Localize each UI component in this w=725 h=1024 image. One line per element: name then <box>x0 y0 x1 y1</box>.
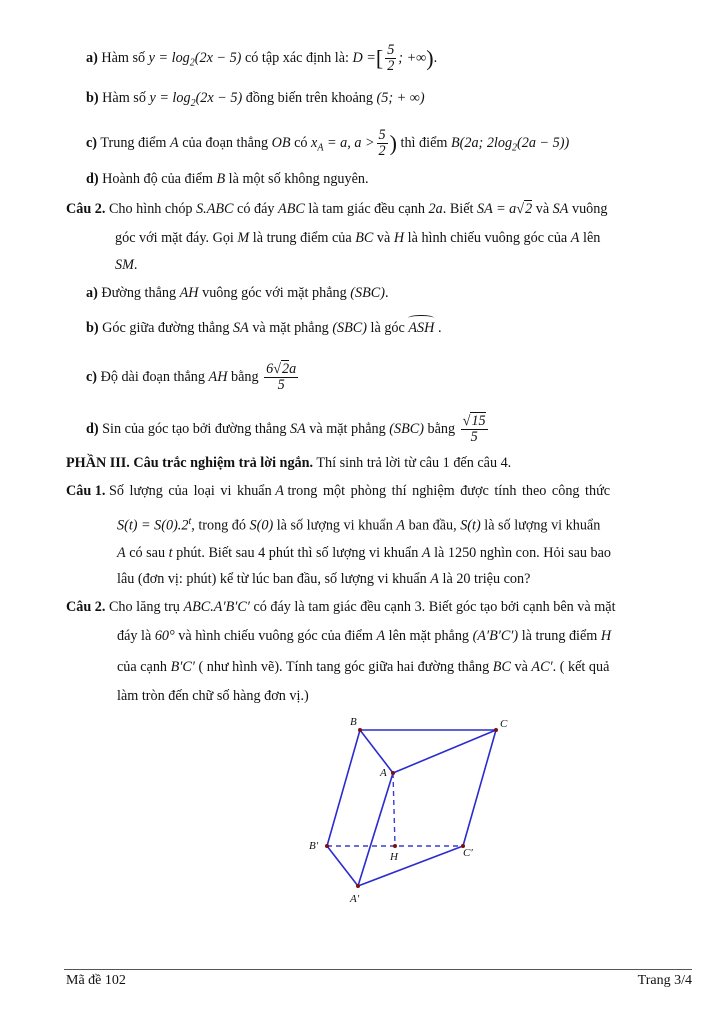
label-Ap: A′ <box>350 893 360 905</box>
q1-item-c: c) Trung điểm A của đoạn thẳng OB có $x_A = a$, a > $\frac{5}{2}$ ) thì điểm B(2a; $2\log_2(2a - 5)$) <box>86 127 570 159</box>
edge-Bp-Ap <box>327 846 358 886</box>
part3-heading-line <box>66 453 511 473</box>
p3q2-line4: làm tròn đến chữ số hàng đơn vị.) <box>117 688 309 704</box>
label-Cp: C′ <box>463 847 473 859</box>
section-heading: PHẦN III. Câu trắc nghiệm trả lời ngắn. <box>66 455 314 471</box>
q2-item-b: b) Góc giữa đường thẳng SA và mặt phẳng (SBC) là góc ASH . <box>86 320 442 336</box>
question-label: Câu 1. <box>66 483 106 499</box>
edge-A-H-dashed <box>393 773 395 846</box>
point-B <box>358 728 362 732</box>
item-label: c) <box>86 134 98 151</box>
q2-item-c: c) Độ dài đoạn thẳng AH bằng $\frac{6√2a}{5}$ <box>86 361 297 393</box>
label-A: A <box>380 767 387 779</box>
footer-divider <box>64 969 692 970</box>
q1-item-d: d) Hoành độ của điểm B là một số không nguyên. <box>86 171 369 187</box>
label-C: C <box>500 718 508 730</box>
point-H <box>393 844 397 848</box>
label-Bp: B′ <box>309 840 319 852</box>
q2-line1: Câu 2. Cho hình chóp S.ABC có đáy ABC là tam giác đều cạnh 2a. Biết SA = a√2 và SA vuông <box>66 201 608 217</box>
fraction: $\frac{5}{2}$ <box>378 127 386 159</box>
edge-C-Cp <box>463 730 496 846</box>
label-H: H <box>390 851 398 863</box>
item-label: c) <box>86 368 98 385</box>
edge-A-C <box>393 730 496 773</box>
point-A <box>391 771 395 775</box>
p3q1-line3: A có sau t phút. Biết sau 4 phút thì số lượng vi khuẩn A là 1250 nghìn con. Hỏi sau bao <box>117 545 612 561</box>
q1-item-a: a) Hàm số $y = \log_2(2x - 5)$ có tập xác định là: D =[ $\frac{5}{2}$ ; +∞). <box>86 42 438 74</box>
angle-symbol: ASH <box>408 320 435 336</box>
item-label: d) <box>86 171 99 187</box>
label-B: B <box>350 716 357 728</box>
point-C <box>494 728 498 732</box>
item-label: a) <box>86 285 98 301</box>
edge-B-Bp <box>327 730 360 846</box>
question-label: Câu 2. <box>66 599 106 615</box>
edge-A-Ap <box>358 773 393 886</box>
q1-item-b: b) Hàm số $y = \log_2(2x - 5)$ đồng biến trên khoảng (5; + ∞) <box>86 90 425 109</box>
q2-line3: SM. <box>115 257 138 273</box>
item-label: d) <box>86 420 99 437</box>
p3q2-line2: đáy là 60° và hình chiếu vuông góc của điểm A lên mặt phẳng (A′B′C′) là trung điểm H <box>117 628 612 644</box>
q2-item-a: a) Đường thẳng AH vuông góc với mặt phẳng (SBC). <box>86 285 389 301</box>
hidden-edges <box>327 773 463 846</box>
q2-line2: góc với mặt đáy. Gọi M là trung điểm của BC và H là hình chiếu vuông góc của A lên <box>115 230 601 246</box>
point-Ap <box>356 884 360 888</box>
page-number: Trang 3/4 <box>637 973 692 988</box>
p3q1-line2: $S(t) = S(0).2^t$, trong đó S(0) là số lượng vi khuẩn A ban đầu, S(t) là số lượng vi khuẩn <box>117 516 601 534</box>
item-label: b) <box>86 320 99 336</box>
p3q1-line1: Câu 1. Số lượng của loại vi khuẩn A trong một phòng thí nghiệm được tính theo công thức <box>66 483 611 499</box>
edge-B-A <box>360 730 393 773</box>
exam-code: Mã đề 102 <box>66 973 126 988</box>
section-intro: Thí sinh trả lời từ câu 1 đến câu 4. <box>316 455 512 471</box>
edge-Ap-Cp <box>358 846 463 886</box>
p3q2-line3: của cạnh B′C′ ( như hình vẽ). Tính tang góc giữa hai đường thẳng BC và AC′. ( kết quả <box>117 659 610 675</box>
p3q2-line1: Câu 2. Cho lăng trụ ABC.A′B′C′ có đáy là tam giác đều cạnh 3. Biết góc tạo bởi cạnh bên và mặt <box>66 599 616 615</box>
item-label: b) <box>86 90 99 106</box>
question-label: Câu 2. <box>66 201 106 217</box>
vertex-points <box>325 728 498 888</box>
point-Bp <box>325 844 329 848</box>
fraction: $\frac{6√2a}{5}$ <box>266 361 297 393</box>
prism-figure <box>300 710 540 910</box>
fraction: $\frac{5}{2}$ <box>387 42 395 74</box>
prism-edges <box>327 730 496 886</box>
p3q1-line4: lâu (đơn vị: phút) kể từ lúc ban đầu, số lượng vi khuẩn A là 20 triệu con? <box>117 571 531 587</box>
q2-item-d: d) Sin của góc tạo bởi đường thẳng SA và mặt phẳng (SBC) bằng $\frac{√15}{5}$ <box>86 413 486 445</box>
item-label: a) <box>86 49 98 66</box>
fraction: $\frac{√15}{5}$ <box>462 413 486 445</box>
